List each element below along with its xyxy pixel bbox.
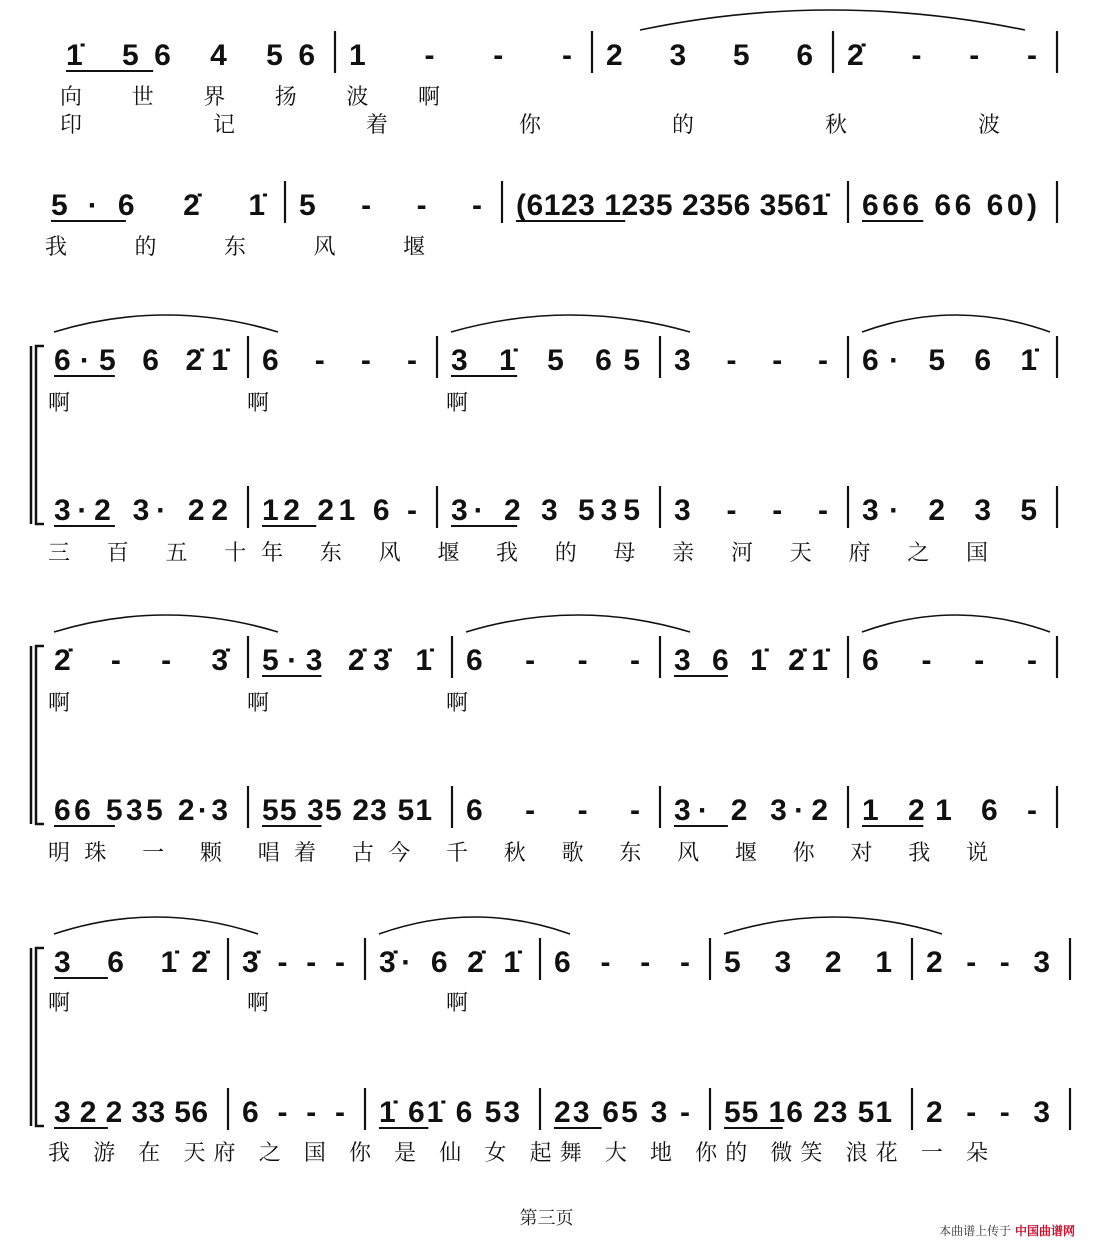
lyric-line: 印 记 着 你 的 秋 波 [60,113,1001,138]
measure-notes: 1 - - - [349,39,572,72]
slur [724,917,942,934]
upload-credit-prefix: 本曲谱上传于 [939,1224,1012,1238]
measure-notes: 5·3 2̇3̇ 1̇ [262,644,432,677]
measure-notes: 55 35 23 51 [262,794,432,827]
slur [862,615,1050,632]
measure-notes: 1̇ 56 4 56 [66,39,315,72]
slur [54,315,278,332]
lyric-line: 啊 啊 啊 [48,391,468,416]
page-number: 第三页 [519,1208,574,1229]
measure-notes: 666 66 60) [862,189,1037,222]
measure-notes: 2̇ - - 3̇ [54,644,228,677]
measure-notes: 3̇· 6 2̇ 1̇ [379,946,520,979]
measure-notes: 6 - - - [466,794,640,827]
lyric-line: 我 游 在 天府 之 国 你 是 仙 女 起舞 大 地 你的 微笑 浪花 一 朵 [48,1141,988,1166]
measure-notes: 12 21 6 - [262,494,417,527]
measure-notes: 2 - - 3 [926,1096,1050,1129]
measure-notes: 6 - - - [466,644,640,677]
measure-notes: 6 - - - [862,644,1037,677]
measure-notes: 6·5 6 2̇1̇ [54,344,228,377]
lyric-line: 向 世 界 扬 波 啊 [60,85,440,110]
measure-notes: 66 535 2·3 [54,794,228,827]
measure-notes: 2 3 5 6 [606,39,813,72]
slur [54,917,258,934]
lyric-line: 啊 啊 啊 [48,991,468,1016]
measure-notes: 6· 5 6 1̇ [862,344,1037,377]
measure-notes: 5 3 2 1 [724,946,892,979]
measure-notes: 1̇ 61̇ 6 53 [379,1096,520,1129]
slur [451,315,690,332]
slur [54,615,278,632]
lyric-line: 啊 啊 啊 [48,691,468,716]
slur [379,917,570,934]
measure-notes: 3 6 1̇ 2̇1̇ [674,644,828,677]
measure-notes: 55 16 23 51 [724,1096,892,1129]
measure-notes: 3 6 1̇2̇ [54,946,208,979]
site-logo[interactable]: 中国曲谱网 [1014,1224,1075,1238]
voice-bracket [36,948,44,1126]
measure-notes: 3̇ - - - [242,946,345,979]
lyric-line: 我 的 东 风 堰 [45,235,425,260]
measure-notes: 2 - - 3 [926,946,1050,979]
lyric-line: 明珠 一 颗 唱着 古今 千 秋 歌 东 风 堰 你 对 我 说 [48,841,988,866]
measure-notes: 3· 2 3·2 [674,794,828,827]
measure-notes: 5·6 2̇ 1̇ [51,189,265,222]
voice-bracket [36,346,44,524]
slur [640,10,1025,30]
measure-notes: 3· 2 3 5 [862,494,1037,527]
voice-bracket [36,646,44,824]
measure-notes: 2̇ - - - [847,39,1037,72]
slur [862,315,1050,332]
measure-notes: 3 - - - [674,494,828,527]
measure-notes: 3 1̇ 5 65 [451,344,640,377]
measure-notes: 1 21 6 - [862,794,1037,827]
measure-notes: (6123 1235 2356 3561̇ [516,189,828,222]
measure-notes: 3· 2 3 535 [451,494,640,527]
measure-notes: 6 - - - [554,946,690,979]
upload-credit [939,1222,1075,1239]
measure-notes: 3 2 2 33 56 [54,1096,208,1129]
measure-notes: 6 - - - [242,1096,345,1129]
lyric-line: 三 百 五 十年 东 风 堰 我 的 母 亲 河 天 府 之 国 [48,541,988,566]
measure-notes: 3·2 3· 22 [54,494,228,527]
measure-notes: 5 - - - [299,189,482,222]
measure-notes: 3 - - - [674,344,828,377]
measure-notes: 23 65 3 - [554,1096,690,1129]
slur [466,615,690,632]
measure-notes: 6 - - - [262,344,417,377]
